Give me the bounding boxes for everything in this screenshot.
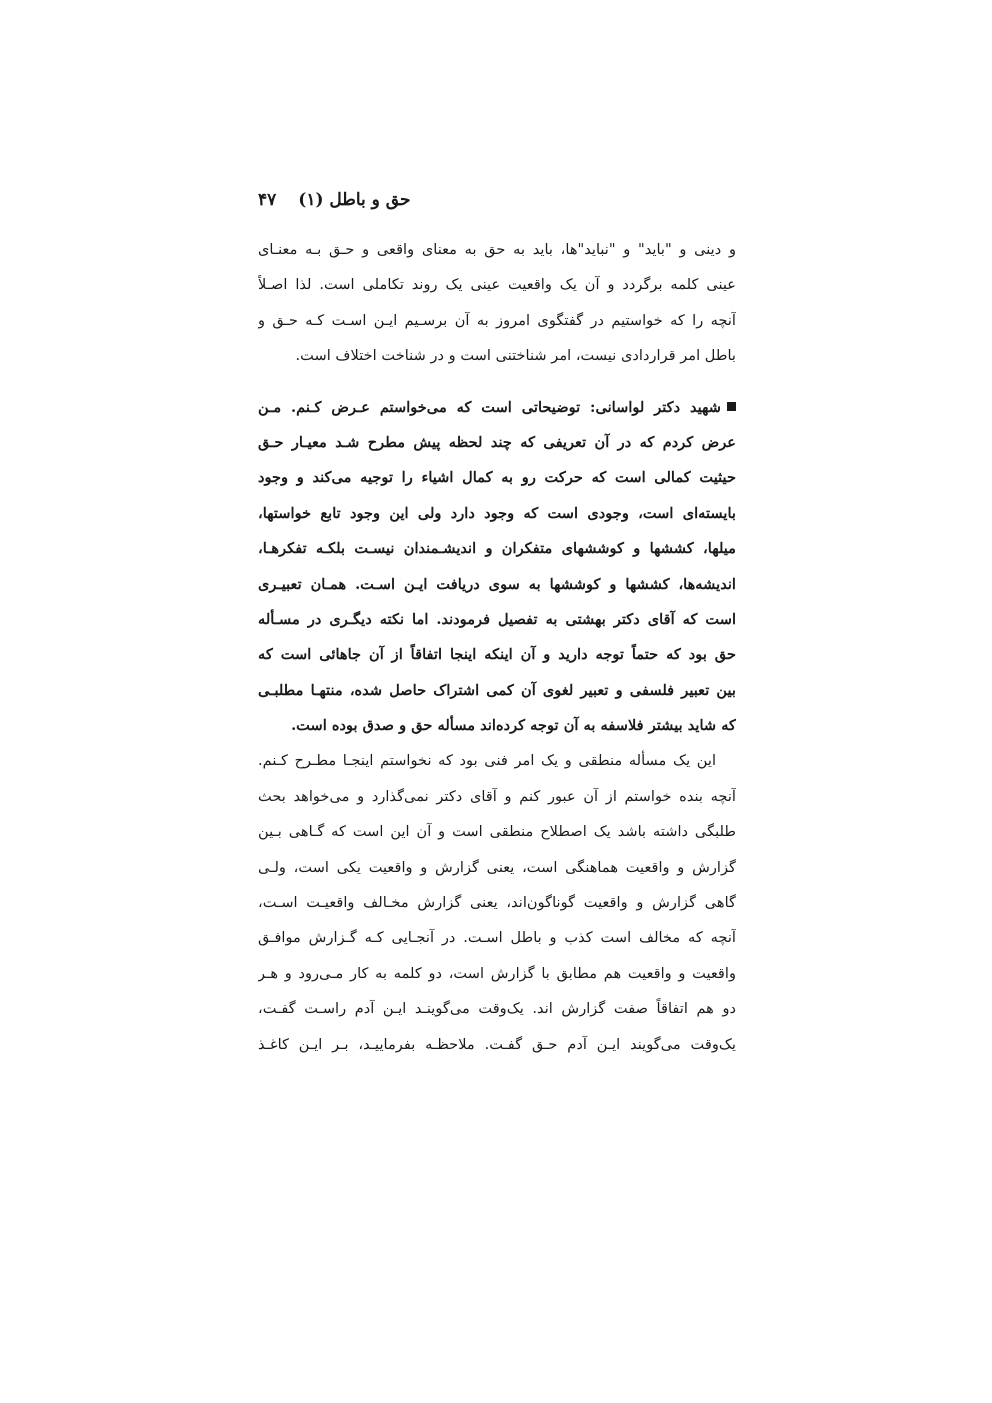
text-line: واقعیت و واقعیت هم مطابق با گزارش است، دو کلمه به کار مـی‌رود و هـر — [258, 964, 736, 982]
text-line: عینی کلمه برگردد و آن یک واقعیت عینی یک روند تکاملی است. لذا اصـلاً — [258, 276, 736, 294]
chapter-title: حق و باطل (۱) — [298, 190, 411, 210]
text-line: آنچه را که خواستیم در گفتگوی امروز به آن برسـیم ایـن اسـت کـه حـق و — [258, 311, 736, 329]
text-line: اندیشه‌ها، کششها و کوششها به سوی دریافت ایـن اسـت. همـان تعبیـری — [258, 575, 736, 593]
text-line: آنچه بنده خواستم از آن عبور کنم و آقای دکتر نمی‌گذارد و می‌خواهد بحث — [258, 787, 736, 805]
running-header — [258, 190, 678, 210]
text-line: بین تعبیر فلسفی و تعبیر لغوی آن کمی اشتراک حاصل شده، منتهـا مطلبـی — [258, 681, 736, 699]
text-line: عرض کردم که در آن تعریفی که چند لحظه پیش مطرح شـد معیـار حـق — [258, 433, 736, 451]
text-line: دو هم اتفاقاً صفت گزارش اند. یک‌وقت می‌گوینـد ایـن آدم راسـت گفـت، — [258, 1000, 736, 1018]
paragraph-2 — [258, 390, 736, 744]
text-line: حیثیت کمالی است که حرکت رو به کمال اشیاء را توجیه می‌کند و وجود — [258, 469, 736, 487]
paragraph-1 — [258, 232, 736, 374]
text-line: بایسته‌ای است، وجودی است که وجود دارد ولی این وجود تابع خواستها، — [258, 504, 736, 522]
text-line: است که آقای دکتر بهشتی به تفصیل فرمودند. اما نکته دیگـری در مسـأله — [258, 610, 736, 628]
text-line: گزارش و واقعیت هماهنگی است، یعنی گزارش و واقعیت یکی است، ولـی — [258, 858, 736, 876]
text-line: یک‌وقت می‌گویند ایـن آدم حـق گفـت. ملاحظـه بفرماییـد، بـر ایـن کاغـذ — [258, 1035, 736, 1053]
text-line-content: شهید دکتر لواسانی: توضیحاتی است که می‌خواستم عـرض کـنم. مـن — [258, 398, 721, 416]
square-bullet-icon — [727, 402, 736, 411]
text-line: باطل امر قراردادی نیست، امر شناختنی است و در شناخت اختلاف است. — [295, 347, 736, 365]
text-line: میلها، کششها و کوششهای متفکران و اندیشـمندان نیسـت بلکـه تفکرهـا، — [258, 540, 736, 558]
text-line: طلبگی داشته باشد یک اصطلاح منطقی است و آن این است که گـاهی بـین — [258, 823, 736, 841]
text-line: که شاید بیشتر فلاسفه به آن توجه کرده‌اند مسأله حق و صدق بوده است. — [291, 717, 736, 735]
page-number: ۴۷ — [258, 190, 277, 210]
text-line: و دینی و "باید" و "نباید"ها، باید به حق به معنای واقعی و حـق بـه معنـای — [258, 241, 736, 258]
text-line: حق بود که حتماً توجه دارید و آن اینکه اینجا اتفاقاً از آن جاهائی است که — [258, 646, 736, 664]
text-line-first — [258, 390, 736, 425]
paragraph-3 — [258, 743, 736, 1062]
text-line: گاهی گزارش و واقعیت گوناگون‌اند، یعنی گزارش مخـالف واقعیـت اسـت، — [258, 894, 736, 912]
text-line: این یک مسأله منطقی و یک امر فنی بود که نخواستم اینجـا مطـرح کـنم. — [258, 752, 716, 770]
text-line: آنچه که مخالف است کذب و باطل اسـت. در آنجـایی کـه گـزارش موافـق — [258, 929, 736, 947]
paragraph-spacer — [258, 374, 736, 390]
body-text — [258, 232, 736, 1062]
